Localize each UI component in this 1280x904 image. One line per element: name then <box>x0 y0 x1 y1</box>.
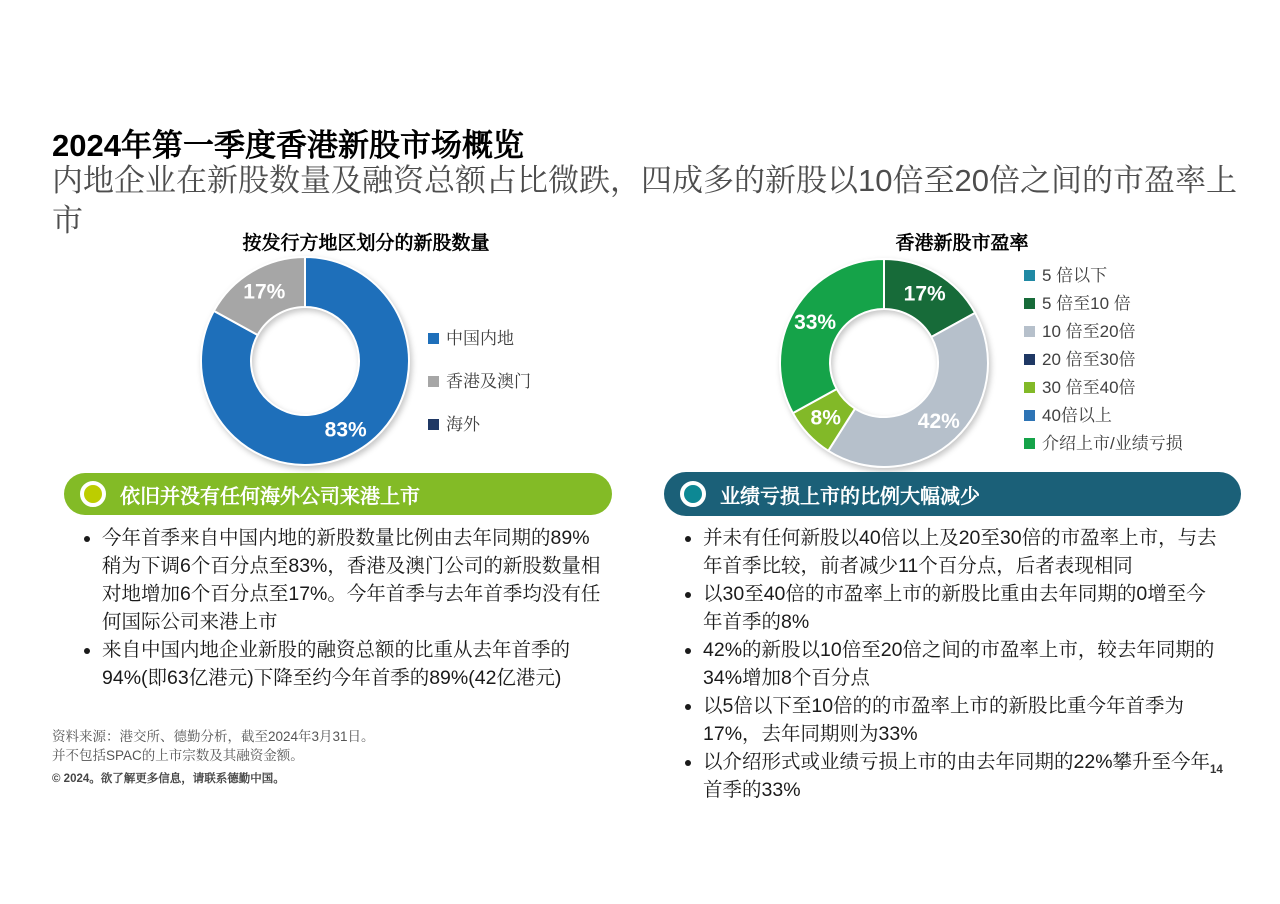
left-chart-legend <box>428 330 531 433</box>
pe-ratio-donut-chart <box>774 253 994 473</box>
legend-label: 5 倍至10 倍 <box>1042 294 1131 313</box>
bullet-item: • 并未有任何新股以40倍以上及20至30倍的市盈率上市，与去年首季比较，前者减少11个百分点，后者表现相同 <box>703 524 1225 580</box>
legend-swatch-icon <box>428 419 439 430</box>
legend-swatch-icon <box>1024 410 1035 421</box>
footer <box>52 727 375 789</box>
bullet-item: • 以30至40倍的市盈率上市的新股比重由去年同期的0增至今年首季的8% <box>703 580 1225 636</box>
legend-item <box>1024 267 1183 284</box>
legend-item <box>1024 435 1183 452</box>
legend-item <box>428 373 531 390</box>
legend-label: 20 倍至30倍 <box>1042 350 1136 369</box>
left-banner-label: 依旧并没有任何海外公司来港上市 <box>120 485 420 508</box>
right-banner-label: 业绩亏损上市的比例大幅减少 <box>720 485 980 508</box>
donut-slice-label: 17% <box>243 280 286 304</box>
legend-item <box>1024 323 1183 340</box>
donut-slice-label: 33% <box>794 310 837 334</box>
bullet-item: • 以5倍以下至10倍的的市盈率上市的新股比重今年首季为17%，去年同期则为33% <box>703 692 1225 748</box>
bullet-item: • 来自中国内地企业新股的融资总额的比重从去年首季的94%(即63亿港元)下降至约今年首季的89%(42亿港元) <box>102 636 609 692</box>
legend-item <box>1024 295 1183 312</box>
right-chart-title: 香港新股市盈率 <box>895 233 1029 254</box>
bullet-item: • 今年首季来自中国内地的新股数量比例由去年同期的89%稍为下调6个百分点至83%，香港及澳门公司的新股数量相对地增加6个百分点至17%。今年首季与去年首季均没有任何国际公司来港上市 <box>102 524 609 636</box>
legend-swatch-icon <box>428 376 439 387</box>
page-number: 14 <box>1210 764 1223 776</box>
legend-label: 介绍上市/业绩亏损 <box>1042 434 1183 453</box>
donut-segment <box>780 259 884 413</box>
right-highlight-banner <box>664 472 1241 516</box>
source-note-line2: 并不包括SPAC的上市宗数及其融资金额。 <box>52 748 304 763</box>
bullet-item: • 以介绍形式或业绩亏损上市的由去年同期的22%攀升至今年首季的33% <box>703 748 1225 804</box>
left-bullet-list <box>77 524 609 692</box>
right-bullet-list <box>678 524 1225 804</box>
donut-segment <box>828 313 988 467</box>
legend-item <box>1024 351 1183 368</box>
legend-swatch-icon <box>1024 438 1035 449</box>
legend-swatch-icon <box>1024 326 1035 337</box>
legend-label: 5 倍以下 <box>1042 266 1108 285</box>
bullet-item: • 42%的新股以10倍至20倍之间的市盈率上市，较去年同期的34%增加8个百分点 <box>703 636 1225 692</box>
legend-item <box>1024 407 1183 424</box>
legend-swatch-icon <box>428 333 439 344</box>
legend-swatch-icon <box>1024 354 1035 365</box>
legend-swatch-icon <box>1024 382 1035 393</box>
legend-label: 香港及澳门 <box>446 372 531 391</box>
legend-label: 40倍以上 <box>1042 406 1112 425</box>
legend-item <box>428 416 531 433</box>
legend-label: 30 倍至40倍 <box>1042 378 1136 397</box>
left-highlight-banner <box>64 473 612 515</box>
left-chart-title: 按发行方地区划分的新股数量 <box>242 233 490 254</box>
circle-bullet-icon <box>680 481 706 507</box>
copyright-note: © 2024。欲了解更多信息，请联系德勤中国。 <box>52 773 285 785</box>
ipo-region-donut-chart <box>195 251 415 471</box>
source-note-line1: 资料来源：港交所、德勤分析，截至2024年3月31日。 <box>52 729 375 744</box>
legend-label: 海外 <box>446 415 480 434</box>
circle-bullet-icon <box>80 481 106 507</box>
donut-slice-label: 17% <box>903 282 946 306</box>
donut-slice-label: 42% <box>917 409 960 433</box>
donut-slice-label: 8% <box>810 406 841 430</box>
legend-label: 10 倍至20倍 <box>1042 322 1136 341</box>
page-subtitle: 内地企业在新股数量及融资总额占比微跌，四成多的新股以10倍至20倍之间的市盈率上市 <box>52 163 1237 238</box>
page-title: 2024年第一季度香港新股市场概览 <box>52 128 524 163</box>
legend-item <box>1024 379 1183 396</box>
donut-slice-label: 83% <box>324 418 367 442</box>
legend-item <box>428 330 531 347</box>
legend-swatch-icon <box>1024 270 1035 281</box>
legend-swatch-icon <box>1024 298 1035 309</box>
right-chart-legend <box>1024 267 1183 452</box>
legend-label: 中国内地 <box>446 329 514 348</box>
